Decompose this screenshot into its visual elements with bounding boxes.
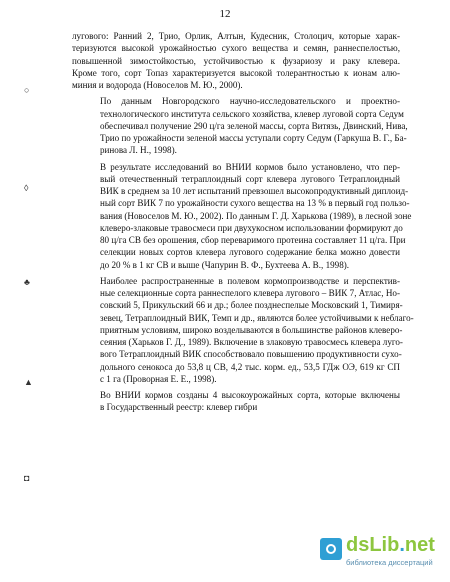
paragraph <box>72 161 412 271</box>
paragraph <box>72 389 400 414</box>
paragraph <box>72 30 400 91</box>
text-line: в Государственный реестр: клевер гибри <box>100 402 258 413</box>
text-line: технологического института сельского хозяйства, клевер луговой сорта Седум <box>100 108 404 119</box>
text-line: ВИК в среднем за 10 лет испытаний превзошел высокопродуктивный диплоид- <box>100 186 409 196</box>
text-line: ринова Л. Н., 1998). <box>100 145 177 156</box>
text-line: Трио по урожайности зеленой массы уступали сорту Седум (Гаркуша В. Г., Ба- <box>100 133 407 143</box>
text-line: клеверо-злаковые травосмеси при двухукосном использовании формируют до <box>100 222 403 233</box>
text-line: В результате исследований во ВНИИ кормов было установлено, что пер- <box>100 161 400 172</box>
binding-hole-mark: ▲ <box>24 377 33 387</box>
dslib-logo-icon <box>320 538 342 560</box>
watermark-site-name: dsLib.net <box>346 534 435 556</box>
text-line: Во ВНИИ кормов созданы 4 высокоурожайных сорта, которые включены <box>100 390 400 400</box>
text-line: По данным Новгородского научно-исследовательского и проектно- <box>100 96 400 107</box>
text-line: Кроме того, сорт Топаз характеризуется высокой толерантностью к ионам алю- <box>72 67 400 78</box>
text-line: теризуются высокой урожайностью сухого вещества и семян, раннеспелостью, <box>72 43 400 54</box>
text-line: 80 ц/га СВ без орошения, сбор переваримого протеина составляет 11 ц/га. При <box>100 235 406 245</box>
binding-hole-mark: ♣ <box>24 277 30 287</box>
binding-hole-mark: ◘ <box>24 473 30 483</box>
text-line: до 20 % в 1 кг СВ и выше (Чапурин В. Ф., Бухтеева А. В., 1998). <box>100 259 350 270</box>
binding-hole-mark: ○ <box>24 85 30 95</box>
text-line: обеспечивал получение 290 ц/га зеленой массы, сорта Витязь, Двинский, Нива, <box>100 120 408 131</box>
text-line: повышенной зимостойкостью, устойчивостью к фузариозу и раку клевера. <box>72 55 400 66</box>
paragraph <box>72 95 408 156</box>
text-line: дольного сенокоса до 53,8 ц СВ, 4,2 тыс. корм. ед., 53,5 ГДж ОЭ, 619 кг СП <box>100 361 400 372</box>
dslib-watermark[interactable] <box>320 534 440 574</box>
text-line: селекции новых сортов клевера лугового содержание белка можно довести <box>100 247 400 258</box>
page-number: 12 <box>219 8 231 20</box>
text-line: приятным условиям, широко возделываются в большинстве районов клеверо- <box>100 324 403 335</box>
watermark-subtitle: библиотека диссертаций <box>346 558 433 567</box>
text-line: миния и водорода (Новоселов М. Ю., 2000). <box>72 80 243 90</box>
body-text <box>72 30 414 418</box>
binding-hole-mark: ◊ <box>24 183 29 193</box>
text-line: с 1 га (Проворная Е. Е., 1998). <box>100 373 217 384</box>
text-line: вого Тетраплоидный ВИК способствовало повышению продуктивности сухо- <box>100 349 402 360</box>
paragraph <box>72 275 414 385</box>
text-line: сеяния (Харьков Г. Д., 1989). Включение в злаковую травосмесь клевера луго- <box>100 337 403 347</box>
text-line: ные селекционные сорта раннеспелого клевера лугового – ВИК 7, Атлас, Но- <box>100 288 400 298</box>
text-line: ный сорт ВИК 7 по урожайности сухого вещества на 13 % в первый год пользо- <box>100 198 410 209</box>
text-line: зевец, Тетраплоидный ВИК, Темп и др., являются более устойчивыми к неблаго- <box>100 312 414 323</box>
text-line: вый отечественный тетраплоидный сорт клевера лугового Тетраплоидный <box>100 173 400 184</box>
text-line: вания (Новоселов М. Ю., 2002). По данным Г. Д. Харькова (1989), в лесной зоне <box>100 210 412 221</box>
text-line: Наиболее распространенные в полевом кормопроизводстве и перспектив- <box>100 275 400 286</box>
text-line: совский 5, Прикульский 66 и др.; более позднеспелые Московский 1, Тимиря- <box>100 300 403 311</box>
text-line: лугового: Ранний 2, Трио, Орлик, Алтын, Кудесник, Столоцич, которые харак- <box>72 31 400 41</box>
